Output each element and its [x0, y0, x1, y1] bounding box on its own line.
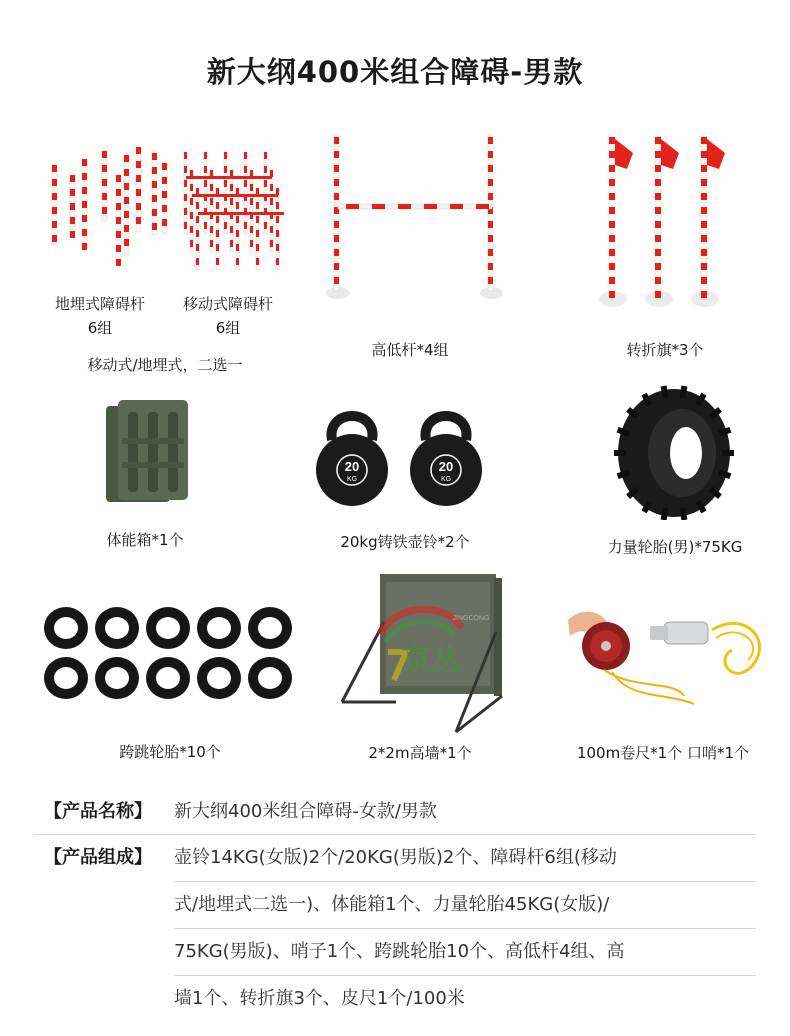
caption-hilo-bar: 高低杆*4组	[371, 341, 449, 359]
high-wall-image	[336, 572, 516, 742]
svg-text:20: 20	[438, 459, 454, 474]
caption-kettlebell: 20kg铸铁壶铃*2个	[340, 533, 470, 551]
spec-comp-line: 式/地埋式二选一)、体能箱1个、力量轮胎45KG(女版)/	[174, 882, 756, 929]
spec-comp-line: 墙1个、转折旗3个、皮尺1个/100米	[174, 988, 465, 1009]
power-tire-image	[612, 385, 734, 520]
kettlebells-image	[312, 398, 492, 510]
spec-name-label: 【产品名称】	[44, 801, 152, 822]
caption-poles-buried: 地埋式障碍杆 6组	[54, 295, 145, 337]
caption-poles-mobile: 移动式障碍杆 6组	[182, 295, 273, 337]
spec-name-value: 新大纲400米组合障碍-女款/男款	[174, 801, 437, 822]
kettlebell-left	[316, 416, 388, 506]
caption-power-tire: 力量轮胎(男)*75KG	[607, 538, 743, 556]
spec-row-composition	[34, 835, 756, 1022]
svg-text:JINGCONG: JINGCONG	[452, 615, 490, 622]
hilo-bar-image	[322, 135, 502, 305]
svg-text:20: 20	[344, 459, 360, 474]
svg-text:KG: KG	[440, 476, 452, 483]
kettlebell-right	[410, 416, 482, 506]
spec-comp-line: 壶铃14KG(女版)2个/20KG(男版)2个、障碍杆6组(移动	[174, 835, 756, 882]
caption-jump-tire: 跨跳轮胎*10个	[119, 743, 221, 761]
caption-tape-whistle: 100m卷尺*1个 口哨*1个	[576, 744, 750, 762]
spec-comp-value	[174, 835, 756, 1022]
tape-whistle-image	[564, 600, 769, 710]
spec-table	[34, 790, 756, 1022]
mobile-poles-image	[178, 148, 298, 270]
svg-text:KG: KG	[346, 476, 358, 483]
caption-high-wall: 2*2m高墙*1个	[368, 744, 472, 762]
caption-poles-note: 移动式/地埋式，二选一	[87, 356, 243, 374]
svg-text:京丛: 京丛	[401, 643, 461, 678]
buried-poles-image	[44, 145, 174, 270]
spec-row-name	[34, 790, 756, 835]
page-title: 新大纲400米组合障碍-男款	[206, 55, 584, 89]
spec-comp-line: 75KG(男版)、哨子1个、跨跳轮胎10个、高低杆4组、高	[174, 929, 756, 976]
fitness-box-image	[100, 398, 190, 510]
turn-flags-image	[595, 135, 735, 310]
caption-fitness-box: 体能箱*1个	[106, 531, 184, 549]
spec-comp-label: 【产品组成】	[44, 847, 152, 868]
caption-turn-flag: 转折旗*3个	[626, 341, 704, 359]
jump-tires-image	[44, 603, 300, 703]
